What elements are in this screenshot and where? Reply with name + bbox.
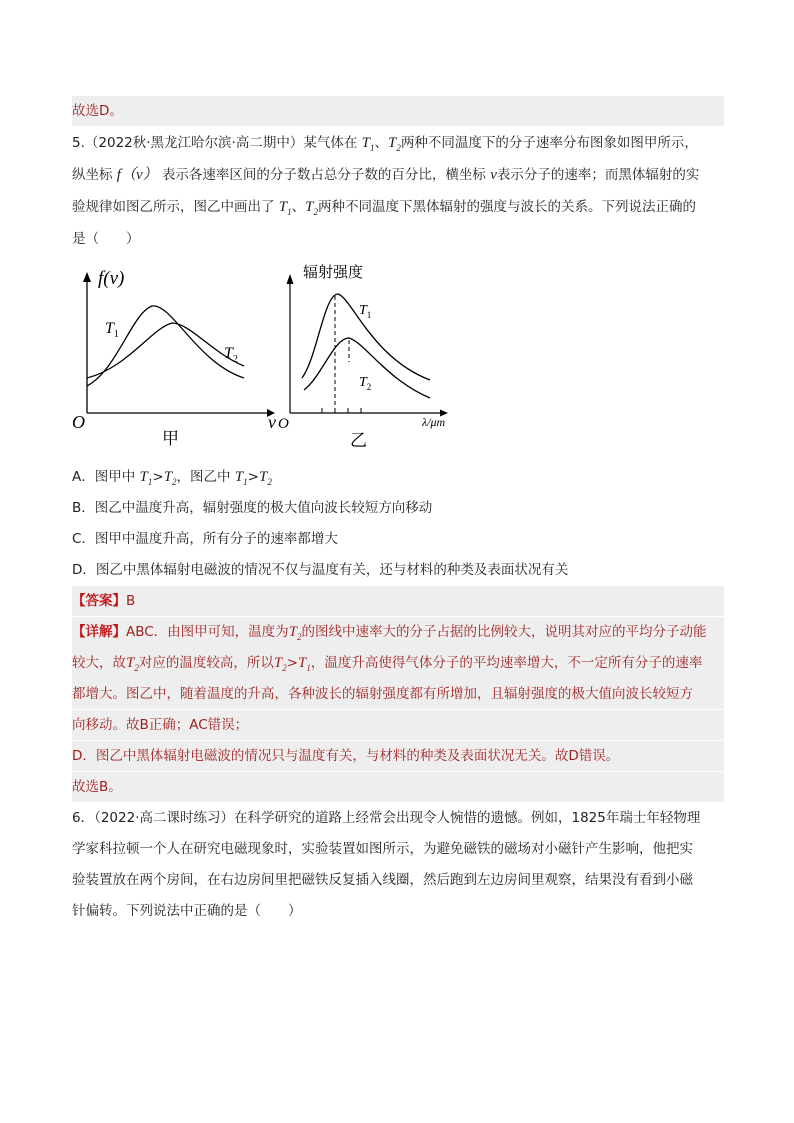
q5-stem-line-2 — [72, 160, 724, 190]
detail-gt: > — [286, 655, 298, 671]
option-a-text-2: ，图乙中 — [176, 469, 235, 485]
yi-origin: O — [278, 416, 289, 432]
detail-t1: $T_1$ — [298, 655, 311, 673]
jia-y-label: f(v) — [98, 268, 125, 289]
jia-origin: O — [72, 412, 85, 432]
q6-text-2: 学家科拉顿一个人在研究电磁现象时，实验装置如图所示，为避免磁铁的磁场对小磁针产生影响，他把实 — [72, 841, 693, 857]
option-d-text: D．图乙中黑体辐射电磁波的情况不仅与温度有关，还与材料的种类及表面状况有关 — [72, 562, 569, 578]
detail-1a: ABC．由图甲可知，温度为 — [126, 624, 289, 640]
q5-detail-line-2 — [72, 648, 724, 683]
option-a-gt-1: > — [152, 469, 164, 485]
q5-stem-2a: 纵坐标 — [72, 167, 113, 183]
q5-v: v — [490, 167, 497, 183]
q5-answer — [72, 586, 724, 616]
q5-detail-line-4 — [72, 710, 724, 740]
q5-number: 5. — [72, 135, 85, 151]
q5-stem-3a: 验规律如图乙所示，图乙中画出了 — [72, 199, 275, 215]
q5-figure — [72, 258, 472, 454]
detail-t2: $T_2$ — [288, 624, 302, 642]
q6-line-3 — [72, 865, 724, 895]
option-a-text-1: A．图甲中 — [72, 469, 140, 485]
prev-answer-line — [72, 96, 724, 126]
q6-line-4 — [72, 896, 724, 926]
option-a-gt-2: > — [247, 469, 259, 485]
q6-text-1: 6．（2022·高二课时练习）在科学研究的道路上经常会出现令人惋惜的遗憾。例如，1825年瑞士年轻物理 — [72, 810, 701, 826]
detail-t2-b: $T_2$ — [126, 655, 139, 673]
jia-x-label: v — [268, 412, 276, 432]
option-a-t1: $T_1$ — [139, 469, 153, 487]
detail-2b: 对应的温度较高，所以 — [138, 655, 274, 671]
q5-sep: 、 — [374, 135, 388, 151]
detail-tag: 【详解】 — [72, 624, 126, 640]
q5-option-b — [72, 493, 724, 523]
prev-answer-text: 故选D。 — [72, 103, 123, 119]
q5-option-c — [72, 524, 724, 554]
option-a-t2: $T_2$ — [163, 469, 177, 487]
q5-stem-line-3 — [72, 192, 724, 227]
q5-detail-line-3 — [72, 679, 724, 709]
figure-jia — [72, 268, 276, 448]
jia-t1-label: $T_1$ — [105, 320, 119, 340]
detail-t2-c: $T_2$ — [273, 655, 287, 673]
detail-4: 向移动。故B正确；AC错误； — [72, 717, 249, 733]
q5-option-d — [72, 555, 724, 585]
option-a-t1-b: $T_1$ — [234, 469, 248, 487]
q5-option-a — [72, 462, 724, 497]
jia-t2-label: $T_2$ — [224, 345, 238, 365]
q6-text-3: 验装置放在两个房间，在右边房间里把磁铁反复插入线圈，然后跑到左边房间里观察，结果没有看到小磁 — [72, 872, 693, 888]
q5-figure-svg — [72, 258, 472, 454]
figure-yi — [278, 263, 448, 450]
q5-detail-line-5 — [72, 741, 724, 771]
q5-t1-b: $T_1$ — [278, 199, 292, 217]
yi-y-label: 辐射强度 — [303, 265, 364, 281]
option-b-text: B．图乙中温度升高，辐射强度的极大值向波长较短方向移动 — [72, 500, 433, 516]
answer-value: B — [126, 593, 136, 609]
answer-tag: 【答案】 — [72, 593, 126, 609]
yi-t2-label: $T_2$ — [359, 375, 372, 392]
q5-source: （2022秋·黑龙江哈尔滨·高二期中） — [84, 135, 304, 151]
q5-stem-2b: 表示各速率区间的分子数占总分子数的百分比，横坐标 — [161, 167, 486, 183]
conclusion-text: 故选B。 — [72, 779, 122, 795]
jia-caption: 甲 — [162, 429, 179, 448]
q5-sep-b: 、 — [291, 199, 306, 215]
q6-line-1 — [72, 803, 724, 833]
q5-conclusion — [72, 772, 724, 802]
q5-t2-b: $T_2$ — [305, 199, 318, 217]
q5-t1: $T_1$ — [361, 135, 375, 153]
q5-stem-2c: 表示分子的速率；而黑体辐射的实 — [496, 167, 700, 183]
detail-5: D．图乙中黑体辐射电磁波的情况只与温度有关，与材料的种类及表面状况无关。故D错误。 — [72, 748, 620, 764]
option-c-text: C．图甲中温度升高，所有分子的速率都增大 — [72, 531, 338, 547]
q5-stem-1b: 两种不同温度下的分子速率分布图象如图甲所示， — [400, 135, 698, 151]
detail-3: 都增大。图乙中，随着温度的升高，各种波长的辐射强度都有所增加，且辐射强度的极大值向波长较短方 — [72, 686, 693, 702]
yi-t1-label: $T_1$ — [359, 303, 372, 320]
q5-stem-1a: 某气体在 — [303, 135, 358, 151]
q5-fv: f（v） — [116, 167, 158, 183]
detail-2a: 较大，故 — [72, 655, 126, 671]
detail-1b: 的图线中速率大的分子占据的比例较大，说明其对应的平均分子动能 — [301, 624, 707, 640]
q5-stem-4: 是（ ） — [72, 231, 140, 247]
q5-stem-line-4 — [72, 224, 724, 254]
q5-detail-line-1 — [72, 617, 724, 652]
option-a-t2-b: $T_2$ — [258, 469, 272, 487]
yi-caption: 乙 — [350, 431, 367, 450]
yi-y-arrow — [287, 274, 294, 284]
q5-stem-line-1 — [72, 128, 724, 163]
jia-curve-t1 — [87, 306, 244, 386]
q6-line-2 — [72, 834, 724, 864]
jia-y-arrow — [83, 272, 91, 282]
q6-text-4: 针偏转。下列说法中正确的是（ ） — [72, 903, 302, 919]
yi-ticks — [322, 408, 361, 413]
detail-2c: ，温度升高使得气体分子的平均速率增大，不一定所有分子的速率 — [310, 655, 703, 671]
q5-stem-3b: 两种不同温度下黑体辐射的强度与波长的关系。下列说法正确的 — [317, 199, 696, 215]
yi-x-label: λ/μm — [422, 415, 446, 429]
q5-t2: $T_2$ — [387, 135, 401, 153]
